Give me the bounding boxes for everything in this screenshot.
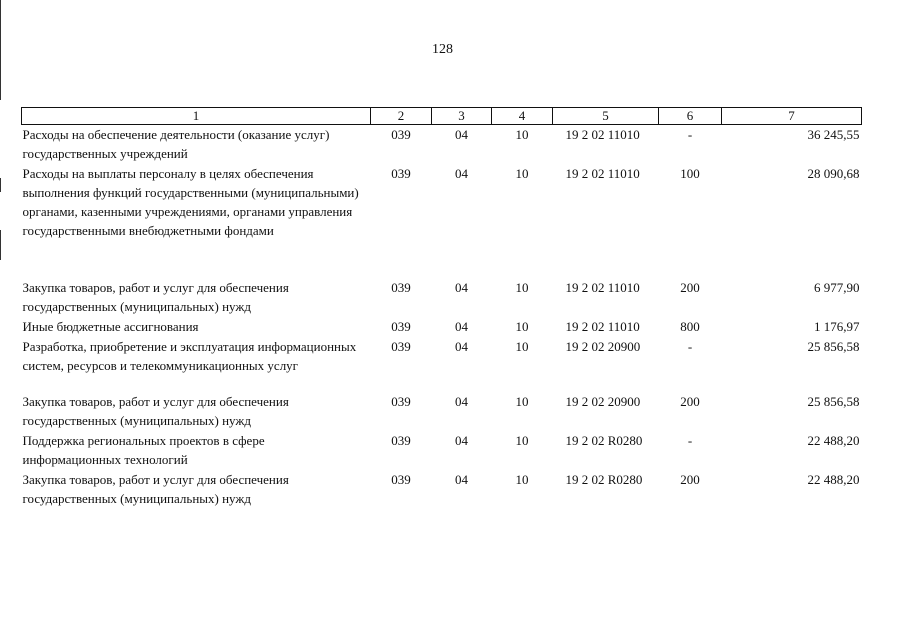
table-row — [22, 125, 862, 165]
target-article-code: 19 2 02 20900 — [565, 394, 641, 409]
target-article-code: 19 2 02 11010 — [565, 166, 640, 181]
table-row — [22, 337, 862, 392]
ministry-code: 039 — [391, 394, 411, 409]
column-header: 5 — [553, 108, 659, 125]
target-article-code: 19 2 02 11010 — [565, 319, 640, 334]
table-header-row — [22, 108, 862, 125]
expense-type-code: 200 — [680, 280, 700, 295]
expense-name: Расходы на выплаты персоналу в целях обеспечения выполнения функций государственными (муниципальными) органами, казенными учреждениями, органами управления государственными внебюджетными фондами — [22, 166, 359, 238]
section-code: 04 — [455, 166, 468, 181]
table-row — [22, 278, 862, 317]
expense-type-code: 200 — [680, 472, 700, 487]
column-header: 3 — [432, 108, 492, 125]
amount: 28 090,68 — [807, 166, 860, 181]
expense-type-code: 100 — [680, 166, 700, 181]
ministry-code: 039 — [391, 339, 411, 354]
section-code: 04 — [455, 394, 468, 409]
section-code: 04 — [455, 339, 468, 354]
subsection-code: 10 — [515, 394, 529, 409]
budget-table — [21, 107, 862, 509]
ministry-code: 039 — [391, 166, 411, 181]
expense-name: Поддержка региональных проектов в сфере информационных технологий — [22, 433, 265, 467]
ministry-code: 039 — [391, 319, 411, 334]
ministry-code: 039 — [391, 280, 411, 295]
scan-edge-mark — [0, 230, 1, 260]
expense-type-code: - — [687, 339, 693, 354]
amount: 36 245,55 — [807, 127, 860, 142]
table-row — [22, 470, 862, 509]
column-header: 7 — [722, 108, 862, 125]
section-code: 04 — [455, 127, 468, 142]
table-row — [22, 317, 862, 337]
expense-name: Закупка товаров, работ и услуг для обеспечения государственных (муниципальных) нужд — [22, 472, 289, 506]
section-code: 04 — [455, 433, 468, 448]
section-code: 04 — [455, 319, 468, 334]
target-article-code: 19 2 02 R0280 — [565, 472, 643, 487]
expense-name: Расходы на обеспечение деятельности (оказание услуг) государственных учреждений — [22, 127, 330, 161]
ministry-code: 039 — [391, 433, 411, 448]
expense-type-code: 800 — [680, 319, 700, 334]
subsection-code: 10 — [515, 166, 529, 181]
scan-edge-mark — [0, 178, 1, 192]
section-code: 04 — [455, 472, 468, 487]
page-number: 128 — [432, 42, 453, 57]
section-code: 04 — [455, 280, 468, 295]
amount: 22 488,20 — [807, 433, 860, 448]
column-header: 2 — [371, 108, 432, 125]
subsection-code: 10 — [515, 339, 529, 354]
subsection-code: 10 — [515, 472, 529, 487]
amount: 1 176,97 — [814, 319, 860, 334]
subsection-code: 10 — [515, 280, 529, 295]
column-header: 1 — [22, 108, 371, 125]
amount: 6 977,90 — [814, 280, 860, 295]
expense-name: Закупка товаров, работ и услуг для обеспечения государственных (муниципальных) нужд — [22, 394, 289, 428]
subsection-code: 10 — [515, 319, 529, 334]
table-row — [22, 164, 862, 278]
ministry-code: 039 — [391, 127, 411, 142]
column-header: 6 — [659, 108, 722, 125]
amount: 25 856,58 — [807, 394, 860, 409]
expense-type-code: - — [687, 433, 693, 448]
target-article-code: 19 2 02 11010 — [565, 127, 640, 142]
ministry-code: 039 — [391, 472, 411, 487]
expense-type-code: 200 — [680, 394, 700, 409]
expense-name: Иные бюджетные ассигнования — [22, 319, 199, 334]
expense-name: Разработка, приобретение и эксплуатация информационных систем, ресурсов и телекоммуникационных услуг — [22, 339, 357, 373]
subsection-code: 10 — [515, 433, 529, 448]
target-article-code: 19 2 02 R0280 — [565, 433, 643, 448]
expense-type-code: - — [687, 127, 693, 142]
amount: 25 856,58 — [807, 339, 860, 354]
target-article-code: 19 2 02 20900 — [565, 339, 641, 354]
table-row — [22, 431, 862, 470]
expense-name: Закупка товаров, работ и услуг для обеспечения государственных (муниципальных) нужд — [22, 280, 289, 314]
table-row — [22, 392, 862, 431]
subsection-code: 10 — [515, 127, 529, 142]
target-article-code: 19 2 02 11010 — [565, 280, 640, 295]
column-header: 4 — [492, 108, 553, 125]
amount: 22 488,20 — [807, 472, 860, 487]
